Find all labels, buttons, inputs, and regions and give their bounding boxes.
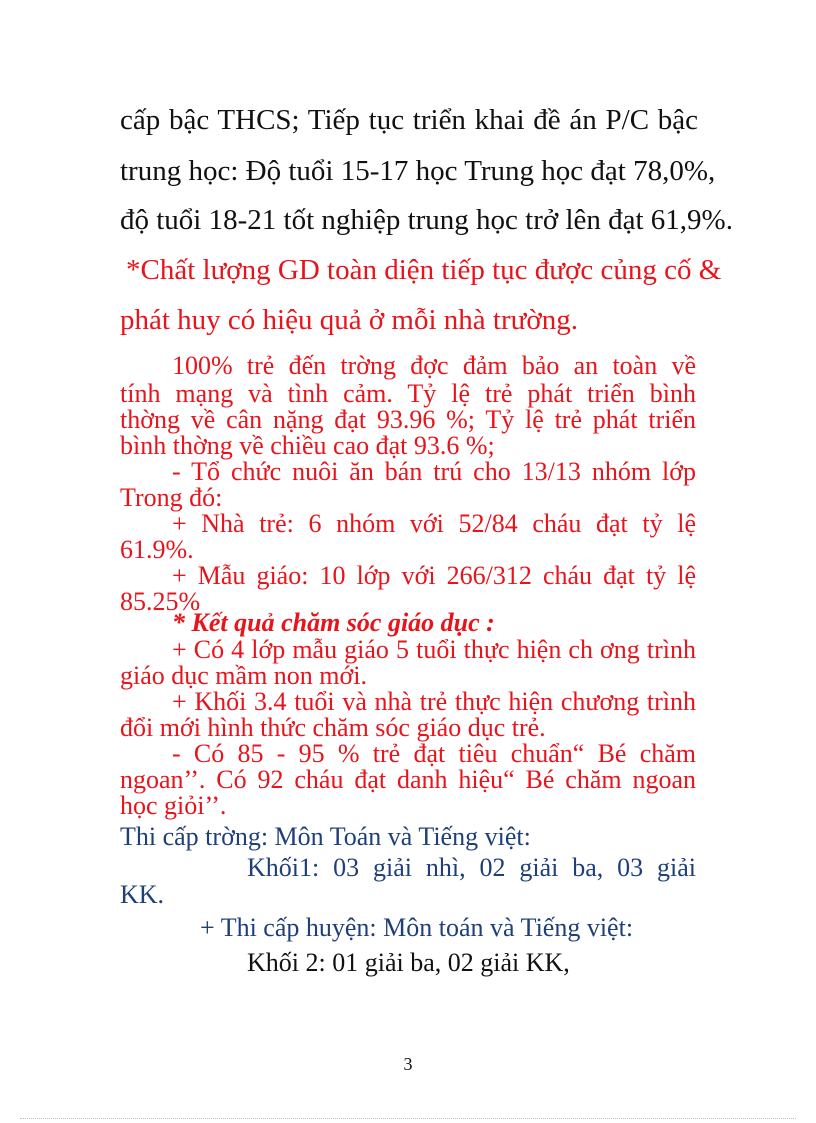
page-bottom-divider: [20, 1118, 796, 1119]
care-text-line: 100% trẻ đến trờng đợc đảm bảo an toàn về: [172, 351, 696, 380]
contest-text-line: Khối1: 03 giải nhì, 02 giải ba, 03 giải: [247, 853, 696, 882]
contest-text-line: + Thi cấp huyện: Môn toán và Tiếng việt:: [200, 913, 634, 942]
page-number: 3: [403, 1054, 413, 1074]
care-text-line: Trong đó:: [120, 483, 223, 512]
contest-text-line: KK.: [120, 880, 165, 909]
results-text-line: ngoan’’. Có 92 cháu đạt danh hiệu“ Bé chăm ngoan: [120, 765, 696, 794]
results-text-line: học giỏi’’.: [120, 791, 227, 820]
section-heading-line: phát huy có hiệu quả ở mỗi nhà trường.: [120, 304, 578, 336]
body-text-line: độ tuổi 18-21 tốt nghiệp trung học trở lên đạt 61,9%.: [120, 204, 733, 236]
care-text-line: 61.9%.: [120, 535, 194, 564]
care-text-line: - Tổ chức nuôi ăn bán trú cho 13/13 nhóm lớp: [172, 457, 696, 486]
care-text-line: + Nhà trẻ: 6 nhóm với 52/84 cháu đạt tỷ lệ: [172, 509, 696, 538]
body-text-line: trung học: Độ tuổi 15-17 học Trung học đạt 78,0%,: [120, 155, 716, 187]
care-text-line: + Mẫu giáo: 10 lớp với 266/312 cháu đạt tỷ lệ: [172, 561, 696, 590]
results-text-line: đổi mới hình thức chăm sóc giáo dục trẻ.: [120, 713, 546, 742]
care-text-line: thờng về cân nặng đạt 93.96 %; Tỷ lệ trẻ phát triển: [120, 405, 696, 434]
results-heading: * Kết quả chăm sóc giáo dục :: [172, 608, 495, 637]
results-text-line: + Khối 3.4 tuổi và nhà trẻ thực hiện chương trình: [172, 687, 696, 716]
section-heading-line: *Chất lượng GD toàn diện tiếp tục được củng cố &: [126, 254, 722, 286]
contest-text-line: Khối 2: 01 giải ba, 02 giải KK,: [247, 948, 570, 977]
contest-text-line: Thi cấp trờng: Môn Toán và Tiếng việt:: [120, 822, 531, 851]
results-text-line: giáo dục mầm non mới.: [120, 661, 367, 690]
care-text-line: bình thờng về chiều cao đạt 93.6 %;: [120, 431, 495, 460]
results-text-line: - Có 85 - 95 % trẻ đạt tiêu chuẩn“ Bé chăm: [172, 739, 696, 768]
care-text-line: tính mạng và tình cảm. Tỷ lệ trẻ phát triển bình: [120, 379, 696, 408]
results-text-line: + Có 4 lớp mẫu giáo 5 tuổi thực hiện ch ơng trình: [172, 635, 696, 664]
body-text-line: cấp bậc THCS; Tiếp tục triển khai đề án P/C bậc: [120, 104, 698, 136]
care-text-line: 85.25%: [120, 587, 201, 616]
